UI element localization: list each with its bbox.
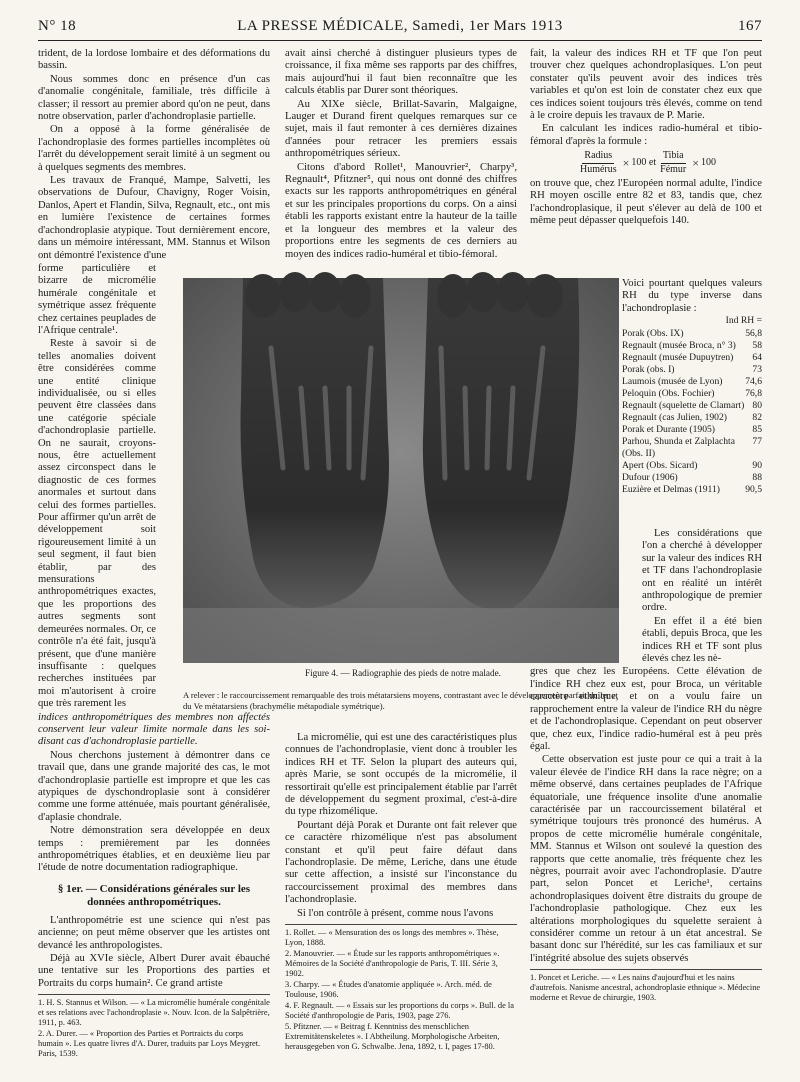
index-row-value: 74,6 [745, 376, 762, 388]
page-label: N° 18 [38, 18, 77, 34]
paragraph: Cette observation est juste pour ce qui a trait à la valeur élevée de l'indice RH dans la race nègre; on a même observé, dans certaines peuplades de l'Afrique équatoriale, une fréquence insolite d'une anomalie caractérisée par un raccourcissement bilatéral et symétrique toujours très prononcé des humérus. A propos de cette micromélie humérale congénitale, MM. Stannus et Wilson ont soulevé la question des rapports que cette anomalie, très fréquente chez les nègres, pourrait avoir avec l'achondroplasie. D'autre part, selon Poncet et Leriche¹, certains achondroplasiques doivent être distraits du groupe de l'achondroplasie pathologique. Chez eux les altérations morphologiques du squelette seraient à considérer comme un retour à un état ancestral. Se basant donc sur l'hérédité, sur les cas familiaux et sur l'intégrité absolue des sujets observés [530, 754, 762, 964]
paragraph: Nous sommes donc en présence d'un cas d'anomalie congénitale, familiale, très difficile à classer; il ressort au premier abord qu'on ne peut, dans notre observation, parler d'achondroplasie partielle. [38, 73, 270, 123]
fraction [578, 150, 619, 176]
footnote: 2. A. Durer. — « Proportion des Parties et Portraicts du corps humain ». Les quatre livres d'A. Durer, traduits par Loys Meygret. Paris, 1539. [38, 1029, 261, 1059]
footnote: 1. Poncet et Leriche. — « Les nains d'aujourd'hui et les nains d'autrefois. Nanisme ancestral, achondroplasie ethnique ». Médecine moderne et Revue de chirurgie, 1903. [530, 973, 761, 1003]
numerator: Radius [582, 150, 614, 163]
index-row-value: 80 [752, 400, 762, 412]
paragraph: Citons d'abord Rollet¹, Manouvrier², Charpy³, Regnault⁴, Pfitzner⁵, qui nous ont donné des chiffres exacts sur les rapports anthropométriques en général et sur les principales proportions du corps. On a ainsi établi les rapports existant entre la hauteur de la taille et la longueur des membres et la valeur des proportions entre les segments de ces derniers au moyen des indices radio-huméral et tibio-fémoral. [285, 161, 517, 260]
column-middle-top [285, 48, 517, 260]
index-row-name: Regnault (musée Dupuytren) [622, 352, 734, 364]
paragraph: Notre démonstration sera développée en deux temps : premièrement par les données anthropométriques établies, et en deuxième lieu par l'étude de notre documentation radiographique. [38, 825, 270, 874]
formula-text: 100 et [631, 156, 657, 168]
paragraph: on trouve que, chez l'Européen normal adulte, l'indice RH moyen oscille entre 82 et 83, tandis que, chez l'achondroplasique, il peut s'élever au delà de 100 et même peut dépasser quelquefois 140. [530, 178, 762, 227]
formula [530, 150, 762, 176]
index-row [622, 424, 762, 436]
multiply-sign: × [692, 155, 700, 170]
index-table [622, 328, 762, 496]
index-row-name: Euzière et Delmas (1911) [622, 484, 720, 496]
index-list [622, 278, 762, 496]
index-row [622, 376, 762, 388]
paragraph: Si l'on contrôle à présent, comme nous l'avons [297, 907, 494, 919]
index-row-name: Dufour (1906) [622, 472, 678, 484]
paragraph: En effet il a été bien établi, depuis Broca, que les indices RH et TF sont plus élevés chez les nè- [642, 615, 762, 665]
paragraph: Les considérations que l'on a cherché à développer sur la valeur des indices RH et TF dans l'achondroplasie ont en réalité un intérêt anthropologique de premier ordre. [642, 528, 762, 614]
footnote: 4. F. Regnault. — « Essais sur les proportions du corps ». Bull. de la Société d'anthropologie de Paris, 1903, page 276. [285, 1001, 514, 1021]
page-header [38, 16, 762, 41]
footnote: 1. H. S. Stannus et Wilson. — « La micromélie humérale congénitale et ses relations avec l'achondroplasie ». Nouv. Icon. de la Salpêtrière, 1911, p. 463. [38, 998, 270, 1028]
formula-text: 100 [701, 156, 717, 168]
narrow-block [38, 263, 156, 711]
footnote: 2. Manouvrier. — « Étude sur les rapports anthropométriques ». Mémoires de la Société d'anthropologie de Paris, T. III. Série 3, 1902. [285, 949, 500, 979]
paragraph: trident, de la lordose lombaire et des déformations du bassin. [38, 48, 270, 72]
index-row-name: Porak (Obs. IX) [622, 328, 684, 340]
paragraph: forme particulière et bizarre de micromélie humérale congénitale et symétrique assez fréquente chez certaines peuplades de l'Afrique centrale¹. [38, 262, 156, 336]
index-row-name: Porak (obs. I) [622, 364, 675, 376]
index-row-value: 73 [752, 364, 762, 376]
denominator: Humérus [579, 163, 617, 175]
index-row-name: Laumois (musée de Lyon) [622, 376, 723, 388]
index-row-value: 90,5 [745, 484, 762, 496]
index-row [622, 400, 762, 412]
footnote: 5. Pfitzner. — « Beitrag f. Kenntniss des menschlichen Extremitätenskeletes ». I Abtheilung. Morphologische Arbeiten, herausgegeben von G. Schwalbe. Jena, 1892, t. I, pages 17-80. [285, 1022, 500, 1052]
index-row [622, 436, 762, 460]
column-right-top [530, 48, 762, 258]
index-row-value: 64 [752, 352, 762, 364]
index-row-name: Regnault (squelette de Clamart) [622, 400, 745, 412]
paragraph: fait, la valeur des indices RH et TF que l'on peut trouver chez quelques achondroplasiques. L'on peut constater qu'ils peuvent avoir des indices très variables et qu'on est loin de constater chez eux que ces indices soient toujours très élevés, comme on tend à le croire depuis les travaux de P. Marie. [530, 48, 762, 122]
numerator: Tibia [661, 150, 686, 163]
italic-text: indices anthropométriques des membres non affectés conservent leur valeur limite normale dans les soi-disant cas d'achondroplasie partielle. [38, 711, 270, 748]
index-row [622, 472, 762, 484]
paragraph: Reste à savoir si de telles anomalies doivent être considérées comme une entité clinique individualisée, ou si elles peuvent être classées dans une catégorie spéciale d'achondroplasie partielle. On ne saurait, croyons-nous, être actuellement assez circonspect dans le diagnostic de ces formes anormales et surtout dans celui des formes partielles. Pour affirmer qu'un arrêt de développement soit rigoureusement limité à un seul segment, il faut bien établir, par des mensurations anthropométriques exactes, que les proportions des autres segments sont demeurées normales. Or, ce contrôle n'a été fait, jusqu'à présent, que d'une manière insuffisante : quelques recherches instituées par moi m'autorisent à croire que très rarement les [38, 338, 156, 710]
paragraph: En calculant les indices radio-huméral et tibio-fémoral d'après la formule : [530, 123, 762, 147]
paragraph: Au XIXe siècle, Brillat-Savarin, Malgaigne, Lauger et Durand firent quelques remarques sur ce sujet, mais il faut remonter à ces dernières dizaines d'années pour retracer les premiers essais anthropométriques sérieux. [285, 98, 517, 160]
multiply-sign: × [622, 155, 630, 170]
denominator: Fémur [660, 163, 687, 175]
index-row-value: 88 [752, 472, 762, 484]
index-row-name: Porak et Durante (1905) [622, 424, 715, 436]
index-intro: Voici pourtant quelques valeurs RH du type inverse dans l'achondroplasie : [622, 278, 762, 314]
index-row-value: 82 [752, 412, 762, 424]
index-header: Ind RH = [725, 315, 762, 327]
index-row [622, 328, 762, 340]
footnote: 3. Charpy. — « Études d'anatomie appliquée ». Arch. méd. de Toulouse, 1906. [285, 980, 492, 1000]
fraction [658, 150, 688, 176]
journal-title: LA PRESSE MÉDICALE, Samedi, 1er Mars 1913 [237, 18, 563, 34]
index-row-name: Peloquin (Obs. Fochier) [622, 388, 715, 400]
index-row-value: 85 [752, 424, 762, 436]
index-row-value: 56,8 [745, 328, 762, 340]
section-title: § 1er. — Considérations générales sur les données anthropométriques. [57, 882, 251, 908]
index-row [622, 340, 762, 352]
index-row [622, 388, 762, 400]
paragraph [38, 712, 270, 749]
column-middle-bottom [285, 732, 517, 1052]
column-right-bottom [530, 528, 762, 1048]
index-row [622, 412, 762, 424]
paragraph: gres que chez les Européens. Cette élévation de l'indice RH chez eux est, pour Broca, un véritable caractère ethnique, et on a voulu faire un rapprochement entre la valeur de l'indice RH du nègre et de l'achondroplasique. Cependant on peut observer que, chez eux, l'indice radio-huméral est à peu près égal. [530, 666, 762, 752]
page-number: 167 [738, 18, 762, 34]
index-row-name: Regnault (cas Julien, 1902) [622, 412, 727, 424]
index-row [622, 352, 762, 364]
paragraph: Pourtant déjà Porak et Durante ont fait relever que ce caractère rhizomélique n'est pas absolument constant et qu'il peut faire défaut dans l'achondroplasie. De même, Leriche, dans une étude sur cette affection, a insisté sur l'inconstance du raccourcissement proximal des membres dans l'achondroplasie. [285, 819, 517, 906]
paragraph: La micromélie, qui est une des caractéristiques plus connues de l'achondroplasie, vient donc à troubler les indices RH et TF. Selon la plupart des auteurs qui, après Marie, se sont occupés de la micromélie, il ressortirait qu'elle est principalement établie par l'arrêt de développement du segment proximal, c'est-à-dire du type rhizomélique. [285, 732, 517, 818]
index-row [622, 460, 762, 472]
index-row-value: 77 [752, 436, 762, 448]
paragraph: Déjà au XVIe siècle, Albert Durer avait ébauché une tentative sur les Proportions des parties et Portraits du corps humain². Ce grand artiste [38, 953, 270, 989]
index-row-name: Apert (Obs. Sicard) [622, 460, 698, 472]
paragraph: avait ainsi cherché à distinguer plusieurs types de croissance, il fixa même ses rapports par des chiffres, mais aujourd'hui il faut bien reconnaître que les calculs établis par Durer sont théoriques. [285, 48, 517, 97]
footnotes [530, 969, 762, 1003]
footnotes [285, 924, 517, 1052]
narrow-block [642, 528, 762, 665]
paragraph: L'anthropométrie est une science qui n'est pas ancienne; on peut même observer que les artistes ont devancé les anthropologistes. [38, 914, 270, 951]
figure-caption: Figure 4. — Radiographie des pieds de notre malade. [305, 668, 501, 678]
footnote: 1. Rollet. — « Mensuration des os longs des membres ». Thèse, Lyon, 1888. [285, 928, 499, 948]
paragraph: Nous cherchons justement à démontrer dans ce travail que, dans une grande majorité des cas, le mot d'achondroplasie partielle est impropre et que les cas atypiques de dyschondroplasie sont à considérer comme une forme atténuée, mais pourtant généralisée, d'aplasie chondrale. [38, 749, 270, 823]
index-row-name: Parhou, Shunda et Zalplachta (Obs. II) [622, 436, 735, 460]
index-row-value: 58 [752, 340, 762, 352]
index-row [622, 484, 762, 496]
paragraph: Les travaux de Franqué, Mampe, Salvetti, les observations de Dufour, Chavigny, Roger Voisin, Danlos, Apert et Flandin, Silva, Regnault, etc., ont mis en lumière l'existence de certaines formes d'achondroplasie atypique. Tout dernièrement encore, dans un mémoire intéressant, MM. Stannus et Wilson ont démontré l'existence d'une [38, 175, 270, 261]
index-row-name: Regnault (musée Broca, n° 3) [622, 340, 736, 352]
figure-subcaption: A relever : le raccourcissement remarquable des trois métatarsiens moyens, contrastant avec le développement parfait du Ier et du Ve métatarsiens (brachymélie métapodiale symétrique). [183, 690, 618, 711]
index-row-value: 90 [752, 460, 762, 472]
footnotes [38, 994, 270, 1059]
paragraph: On a opposé à la forme généralisée de l'achondroplasie des formes partielles incomplètes où l'arrêt du développement serait limité à un segment ou à quelques segments des membres. [38, 124, 270, 173]
index-row [622, 364, 762, 376]
index-row-value: 76,8 [745, 388, 762, 400]
